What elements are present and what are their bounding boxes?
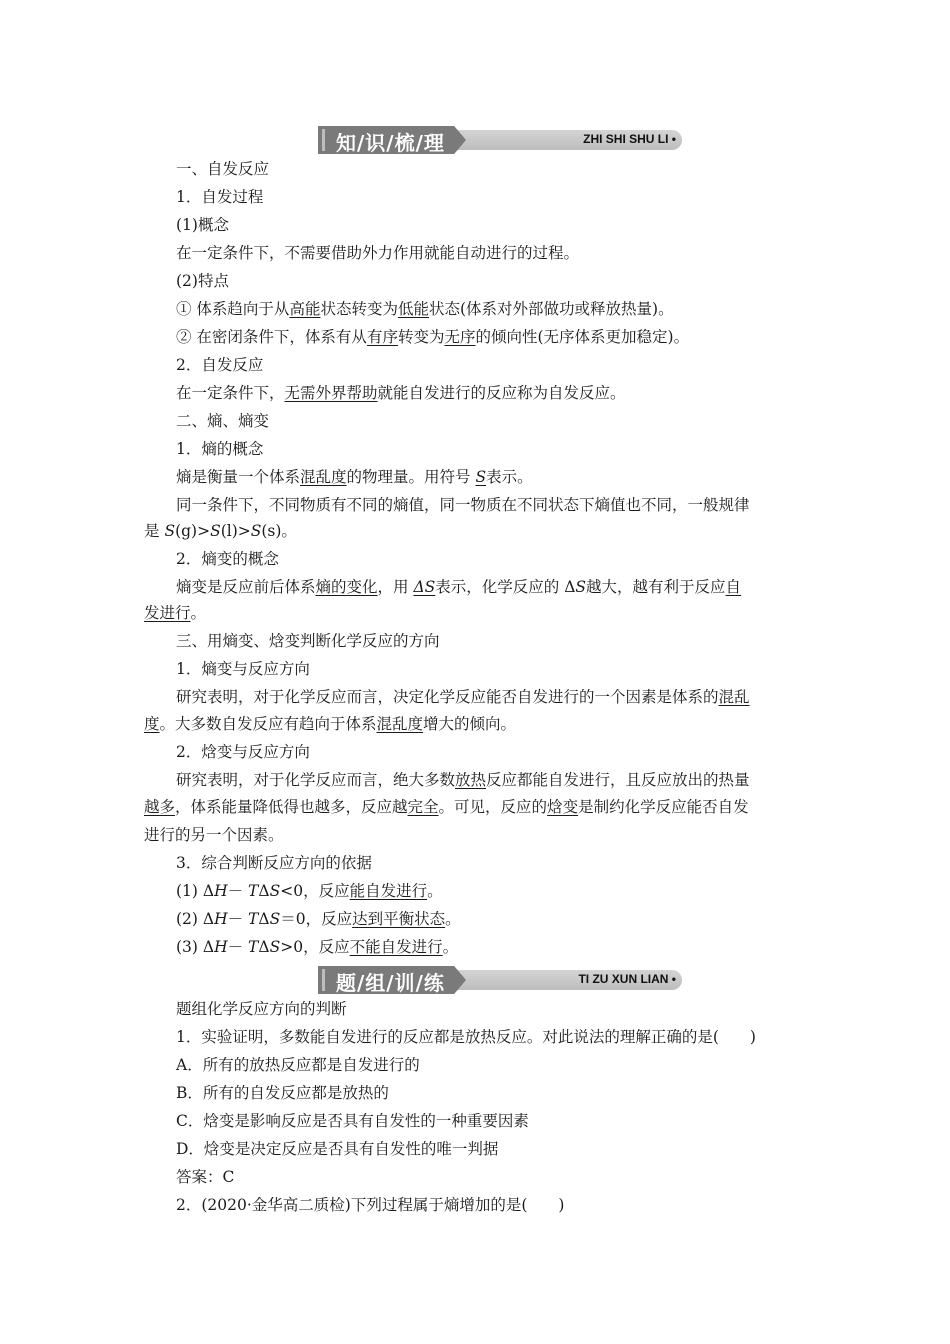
question: 1．实验证明，多数能自发进行的反应都是放热反应。对此说法的理解正确的是( ): [176, 1028, 756, 1046]
paragraph: 是 S(g)>S(l)>S(s)。: [144, 522, 297, 540]
subheading: 3．综合判断反应方向的依据: [176, 854, 372, 872]
heading-entropy: 二、熵、熵变: [176, 412, 270, 430]
criterion: (3) ΔH－ TΔS>0，反应不能自发进行。: [176, 938, 459, 956]
paragraph: 越多，体系能量降低得也越多，反应越完全。可见，反应的焓变是制约化学反应能否自发: [144, 798, 749, 816]
subheading: 2．焓变与反应方向: [176, 743, 310, 761]
heading-spontaneous-reaction: 一、自发反应: [176, 160, 270, 178]
paragraph: 熵是衡量一个体系混乱度的物理量。用符号 S表示。: [176, 468, 533, 486]
paragraph: 研究表明，对于化学反应而言，决定化学反应能否自发进行的一个因素是体系的混乱: [176, 688, 750, 706]
subheading: 1．自发过程: [176, 188, 264, 206]
criterion: (2) ΔH－ TΔS＝0，反应达到平衡状态。: [176, 910, 461, 928]
banner-title: 题/组/训/练: [336, 971, 445, 995]
option-b: B．所有的自发反应都是放热的: [176, 1084, 389, 1102]
banner-subtitle: ZHI SHI SHU LI •: [583, 132, 676, 146]
option-a: A．所有的放热反应都是自发进行的: [176, 1056, 420, 1074]
paragraph: 同一条件下，不同物质有不同的熵值，同一物质在不同状态下熵值也不同，一般规律: [176, 496, 750, 514]
question: 2．(2020·金华高二质检)下列过程属于熵增加的是( ): [176, 1196, 565, 1214]
paragraph: 度。大多数自发反应有趋向于体系混乱度增大的倾向。: [144, 715, 517, 733]
subheading: 2．熵变的概念: [176, 550, 279, 568]
paragraph: 熵变是反应前后体系熵的变化，用 ΔS表示，化学反应的 ΔS越大，越有利于反应自: [176, 578, 742, 596]
section-banner-exercises: [318, 966, 682, 994]
heading-direction: 三、用熵变、焓变判断化学反应的方向: [176, 632, 440, 650]
paragraph: ① 体系趋向于从高能状态转变为低能状态(体系对外部做功或释放热量)。: [176, 300, 674, 318]
criterion: (1) ΔH－ TΔS<0，反应能自发进行。: [176, 882, 443, 900]
option-d: D．焓变是决定反应是否具有自发性的唯一判据: [176, 1140, 499, 1158]
paragraph: 在一定条件下，不需要借助外力作用就能自动进行的过程。: [176, 244, 580, 262]
answer: 答案：C: [176, 1168, 235, 1186]
paragraph: 进行的另一个因素。: [144, 826, 284, 844]
banner-subtitle: TI ZU XUN LIAN •: [578, 972, 676, 986]
banner-title: 知/识/梳/理: [336, 131, 445, 155]
paragraph: 研究表明，对于化学反应而言，绝大多数放热反应都能自发进行，且反应放出的热量: [176, 771, 750, 789]
subheading: (2)特点: [176, 272, 229, 290]
subheading: 2．自发反应: [176, 356, 264, 374]
subheading: (1)概念: [176, 216, 229, 234]
subheading: 1．熵变与反应方向: [176, 660, 310, 678]
option-c: C．焓变是影响反应是否具有自发性的一种重要因素: [176, 1112, 529, 1130]
paragraph: 在一定条件下，无需外界帮助就能自发进行的反应称为自发反应。: [176, 384, 626, 402]
section-banner-knowledge: [318, 126, 682, 154]
paragraph: 发进行。: [144, 604, 207, 622]
paragraph: ② 在密闭条件下，体系有从有序转变为无序的倾向性(无序体系更加稳定)。: [176, 328, 690, 346]
exercise-group-title: 题组化学反应方向的判断: [176, 1000, 347, 1018]
subheading: 1．熵的概念: [176, 440, 264, 458]
